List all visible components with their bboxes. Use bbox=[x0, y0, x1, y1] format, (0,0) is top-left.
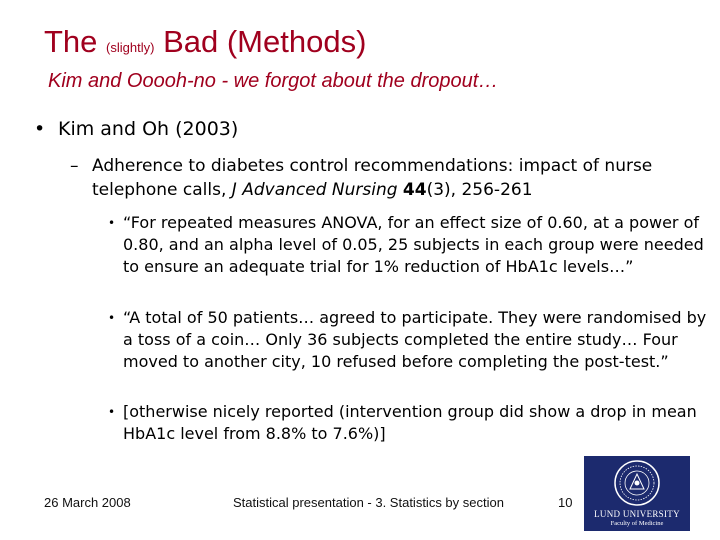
quote-power-analysis: “For repeated measures ANOVA, for an effect size of 0.60, at a power of 0.80, and an alpha level of 0.05, 25 subjects in each group were needed to ensure an adequate trial for 1% reduction of HbA1c levels…” bbox=[123, 213, 704, 276]
bullet-level3-3 bbox=[108, 401, 708, 445]
title-part2: Bad (Methods) bbox=[163, 24, 367, 59]
title-part1: The bbox=[44, 24, 98, 59]
citation-text bbox=[92, 154, 700, 202]
bullet-level3-1 bbox=[108, 212, 708, 278]
lund-university-logo bbox=[584, 456, 690, 531]
bullet-level2 bbox=[70, 154, 700, 202]
citation-journal: J Advanced Nursing bbox=[231, 180, 398, 200]
bullet-level3-2 bbox=[108, 307, 708, 373]
logo-faculty-name: Faculty of Medicine bbox=[610, 520, 664, 527]
bullet1-text: Kim and Oh (2003) bbox=[58, 118, 239, 140]
title-small: (slightly) bbox=[106, 40, 155, 55]
citation-title: Adherence to diabetes control recommendations: impact of nurse telephone calls, bbox=[92, 156, 653, 200]
bullet-dot-icon: • bbox=[108, 405, 116, 419]
bullet-dot-icon: • bbox=[108, 216, 116, 230]
bullet-level1 bbox=[34, 118, 238, 140]
note-reporting: [otherwise nicely reported (intervention group did show a drop in mean HbA1c level from 8.8% to 7.6%)] bbox=[123, 402, 697, 443]
quote-dropout: “A total of 50 patients… agreed to participate. They were randomised by a toss of a coin… Only 36 subjects completed the entire study… Four moved to another city, 10 refused before completing the post-test.” bbox=[123, 308, 707, 371]
dash-icon: – bbox=[70, 156, 79, 176]
bullet-dot-icon: • bbox=[108, 311, 116, 325]
slide-title bbox=[44, 22, 366, 68]
footer-date: 26 March 2008 bbox=[44, 495, 131, 510]
slide-subtitle: Kim and Ooooh-no - we forgot about the dropout… bbox=[48, 70, 499, 92]
bullet-dot-icon: • bbox=[34, 118, 46, 140]
logo-university-name: LUND UNIVERSITY bbox=[594, 509, 680, 519]
citation-volume: 44 bbox=[402, 180, 427, 200]
university-seal-icon bbox=[613, 459, 661, 507]
footer-title: Statistical presentation - 3. Statistics by section bbox=[233, 495, 504, 510]
citation-pages: (3), 256-261 bbox=[426, 180, 533, 200]
footer-page-number: 10 bbox=[558, 495, 573, 510]
